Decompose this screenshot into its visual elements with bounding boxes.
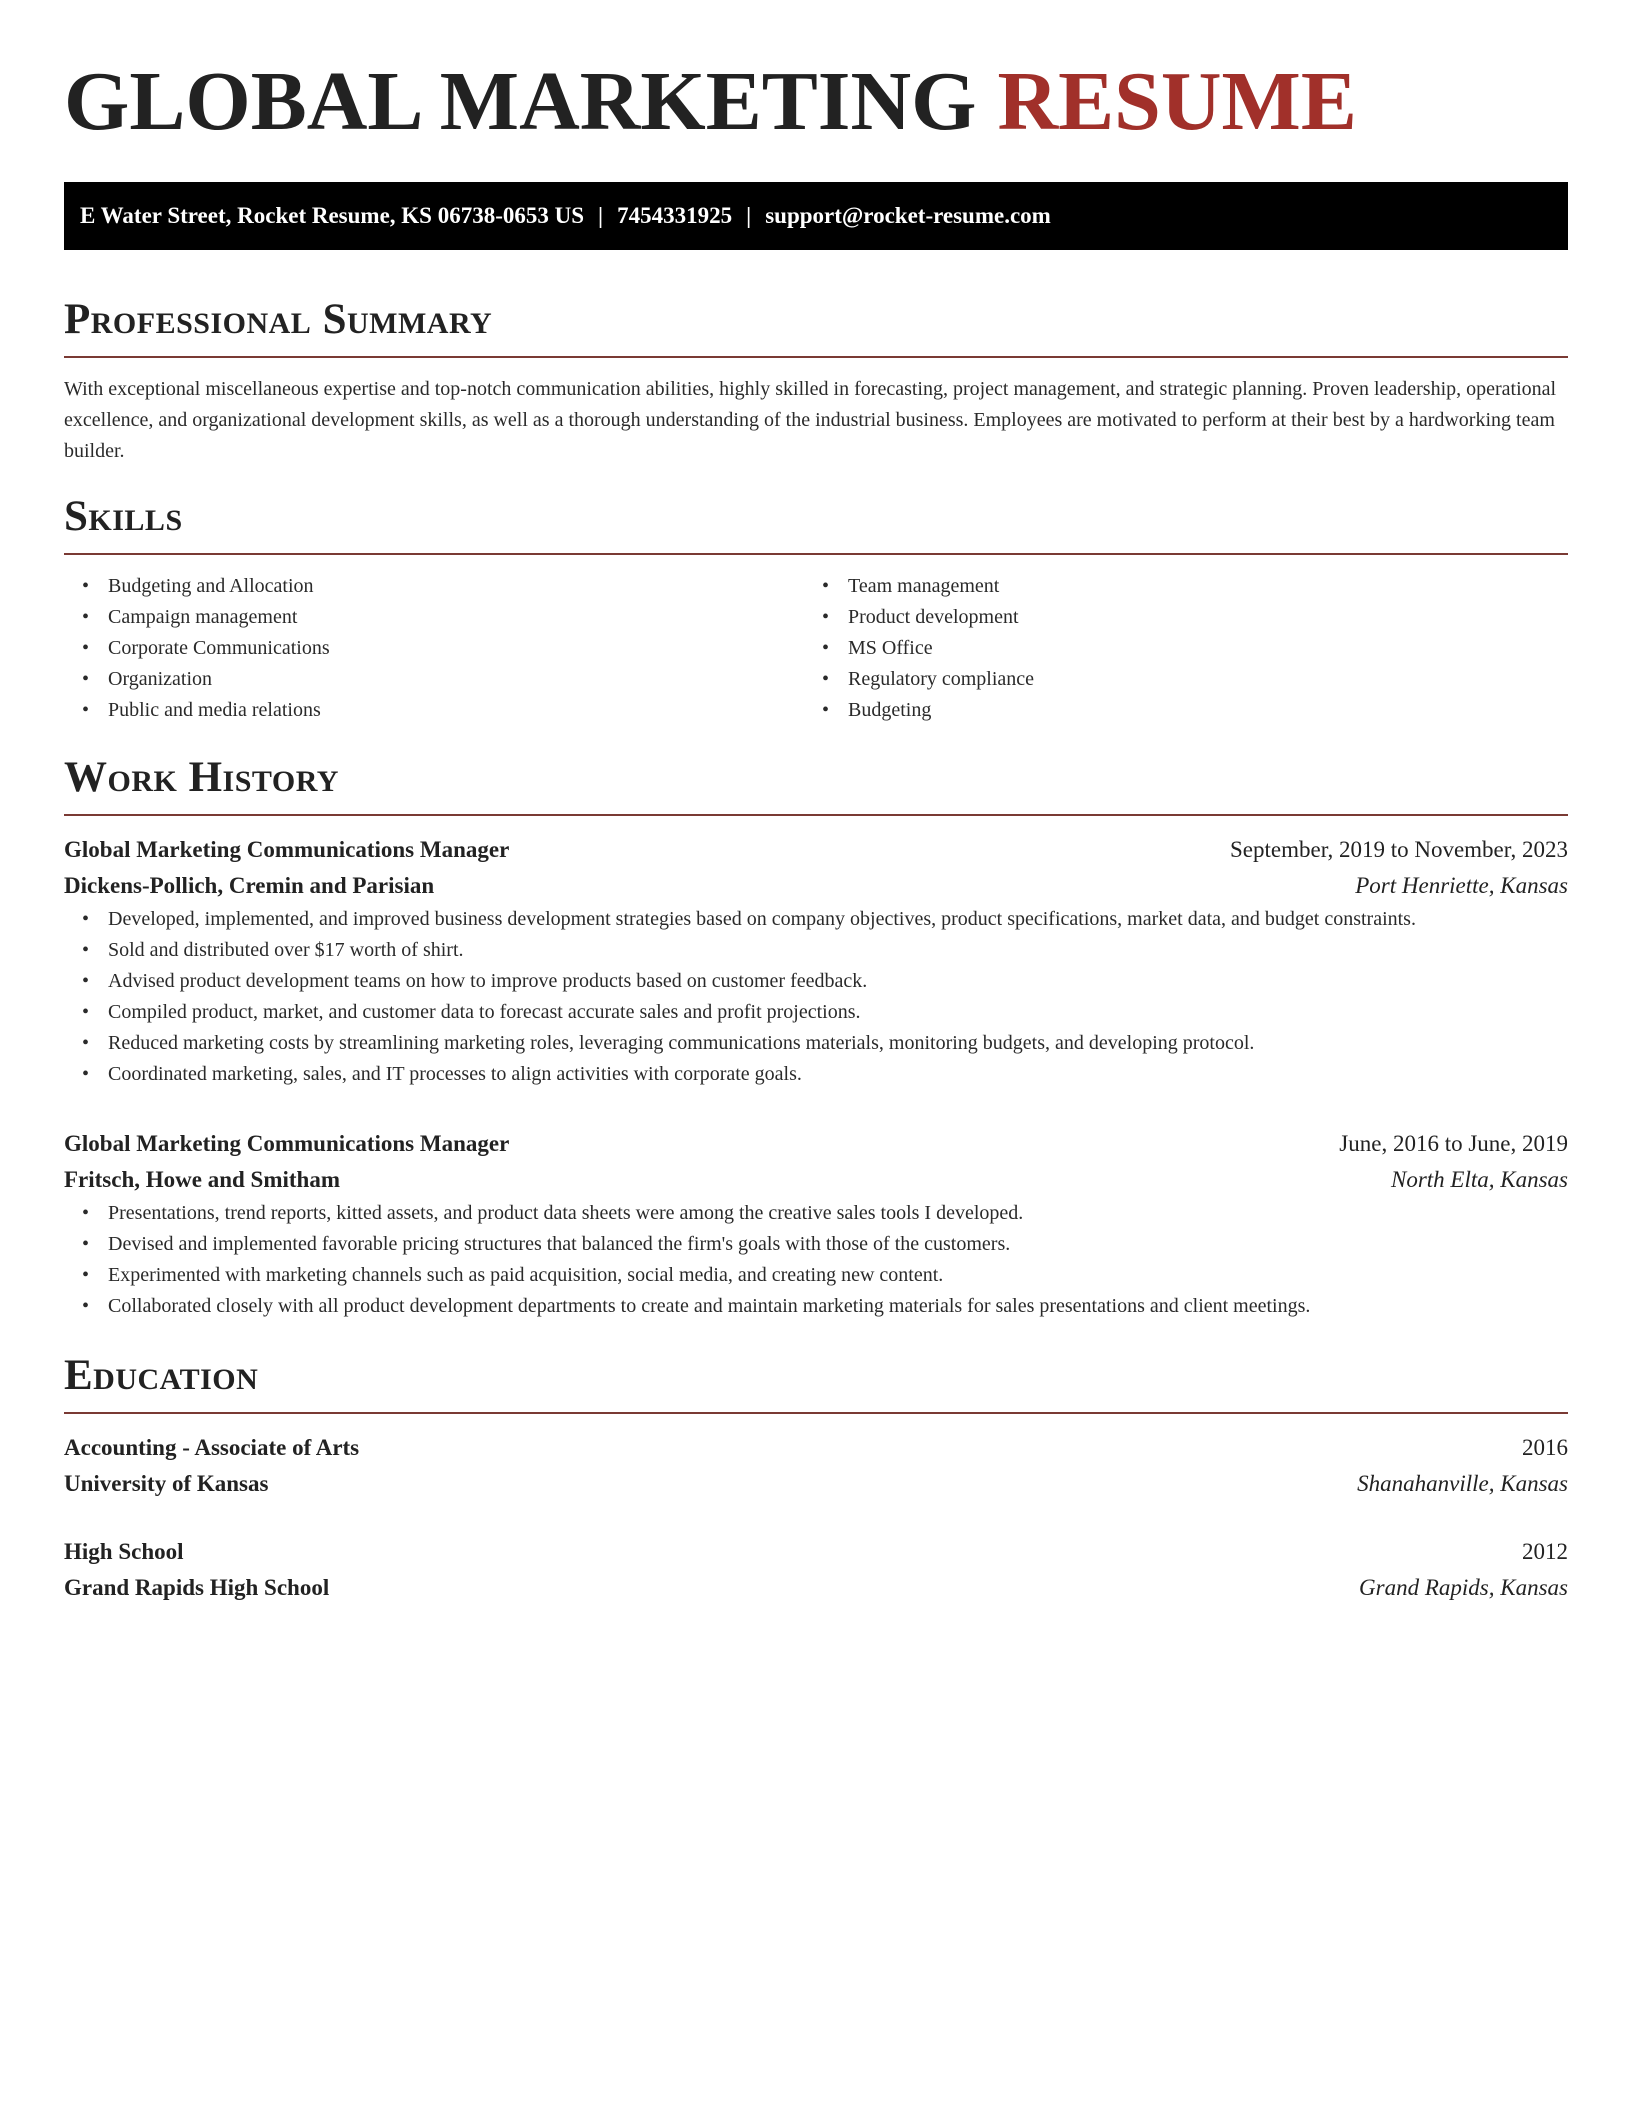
skill-item: • Regulatory compliance (848, 664, 1544, 695)
job-dates: September, 2019 to November, 2023 (1230, 837, 1568, 862)
section-divider (64, 553, 1568, 555)
job-bullet: • Devised and implemented favorable pricing structures that balanced the firm's goals with those of the customers. (108, 1229, 1568, 1260)
job-dates: June, 2016 to June, 2019 (1339, 1131, 1568, 1156)
job-header-row (64, 832, 1568, 868)
skills-section (64, 491, 1568, 726)
education-location: Grand Rapids, Kansas (1359, 1575, 1568, 1600)
education-school-row (64, 1466, 1568, 1502)
skill-item: • Campaign management (108, 602, 804, 633)
education-year: 2016 (1522, 1435, 1568, 1460)
education-degree: High School (64, 1539, 184, 1564)
job-bullet: • Sold and distributed over $17 worth of shirt. (108, 935, 1568, 966)
skills-column-right (804, 571, 1544, 726)
skill-item: • Product development (848, 602, 1544, 633)
skill-item: • Team management (848, 571, 1544, 602)
contact-separator: | (598, 203, 604, 228)
job-bullet: • Collaborated closely with all product development departments to create and maintain marketing materials for sales presentations and client meetings. (108, 1291, 1568, 1322)
skills-list (64, 571, 1568, 726)
resume-title (64, 52, 1568, 152)
section-divider (64, 1412, 1568, 1414)
job-bullet: • Presentations, trend reports, kitted assets, and product data sheets were among the creative sales tools I developed. (108, 1198, 1568, 1229)
education-school: Grand Rapids High School (64, 1575, 330, 1600)
job-bullet: • Compiled product, market, and customer data to forecast accurate sales and profit projections. (108, 997, 1568, 1028)
section-divider (64, 356, 1568, 358)
job-company-row (64, 1162, 1568, 1198)
job-bullets (64, 1198, 1568, 1322)
work-history-section (64, 752, 1568, 1322)
education-year: 2012 (1522, 1539, 1568, 1564)
education-school: University of Kansas (64, 1471, 269, 1496)
skill-item: • Public and media relations (108, 695, 804, 726)
job-bullets (64, 904, 1568, 1090)
summary-heading: Professional Summary (64, 296, 493, 343)
contact-bar (64, 182, 1568, 250)
skill-item: • Corporate Communications (108, 633, 804, 664)
contact-phone: 7454331925 (617, 203, 733, 228)
title-main: GLOBAL MARKETING (64, 55, 977, 148)
work-history-heading: Work History (64, 754, 339, 801)
section-divider (64, 814, 1568, 816)
job-title: Global Marketing Communications Manager (64, 837, 510, 862)
job-location: Port Henriette, Kansas (1355, 873, 1568, 898)
education-degree-row (64, 1534, 1568, 1570)
title-accent: RESUME (997, 55, 1357, 148)
summary-text: With exceptional miscellaneous expertise and top-notch communication abilities, highly skilled in forecasting, project management, and strategic planning. Proven leadership, operational excellence, and organizational development skills, as well as a thorough understanding of the industrial business. Employees are motivated to perform at their best by a hardworking team builder. (64, 378, 1557, 462)
education-entry (64, 1430, 1568, 1502)
job-company-row (64, 868, 1568, 904)
education-entry (64, 1534, 1568, 1606)
contact-address: E Water Street, Rocket Resume, KS 06738-0653 US (80, 203, 585, 228)
job-bullet: • Advised product development teams on how to improve products based on customer feedback. (108, 966, 1568, 997)
job-entry (64, 1126, 1568, 1322)
education-degree: Accounting - Associate of Arts (64, 1435, 360, 1460)
job-bullet: • Experimented with marketing channels such as paid acquisition, social media, and creating new content. (108, 1260, 1568, 1291)
education-location: Shanahanville, Kansas (1357, 1471, 1568, 1496)
education-degree-row (64, 1430, 1568, 1466)
job-bullet: • Reduced marketing costs by streamlining marketing roles, leveraging communications materials, monitoring budgets, and developing protocol. (108, 1028, 1568, 1059)
skills-column-left (64, 571, 804, 726)
job-header-row (64, 1126, 1568, 1162)
skill-item: • Budgeting and Allocation (108, 571, 804, 602)
skill-item: • Organization (108, 664, 804, 695)
job-company: Dickens-Pollich, Cremin and Parisian (64, 873, 435, 898)
education-section (64, 1350, 1568, 1606)
job-bullet: • Coordinated marketing, sales, and IT processes to align activities with corporate goals. (108, 1059, 1568, 1090)
education-heading: Education (64, 1352, 259, 1399)
job-bullet: • Developed, implemented, and improved business development strategies based on company objectives, product specifications, market data, and budget constraints. (108, 904, 1568, 935)
job-location: North Elta, Kansas (1390, 1167, 1568, 1192)
job-entry (64, 832, 1568, 1090)
contact-email[interactable]: support@rocket-resume.com (765, 203, 1051, 228)
education-school-row (64, 1570, 1568, 1606)
skill-item: • MS Office (848, 633, 1544, 664)
skills-heading: Skills (64, 493, 183, 540)
job-title: Global Marketing Communications Manager (64, 1131, 510, 1156)
skill-item: • Budgeting (848, 695, 1544, 726)
summary-section (64, 294, 1568, 467)
contact-separator: | (746, 203, 752, 228)
job-company: Fritsch, Howe and Smitham (64, 1167, 340, 1192)
